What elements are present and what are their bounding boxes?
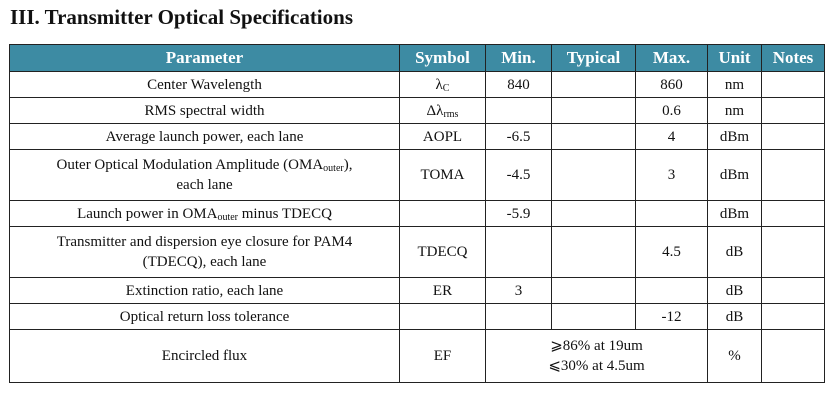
- typical-cell: [552, 201, 636, 227]
- parameter-text: Transmitter and dispersion eye closure for PAM4: [56, 234, 353, 250]
- symbol-subscript: rms: [443, 108, 459, 120]
- typical-cell: [552, 227, 636, 278]
- min-cell: -5.9: [486, 201, 552, 227]
- parameter-cell: Optical return loss tolerance: [10, 304, 400, 330]
- symbol-cell: TOMA: [400, 150, 486, 201]
- symbol-main: λ: [435, 76, 443, 93]
- symbol-cell: [400, 72, 486, 98]
- table-row: [10, 150, 825, 201]
- unit-cell: dBm: [708, 201, 762, 227]
- table-row: [10, 98, 825, 124]
- parameter-text: Outer Optical Modulation Amplitude (OMA: [56, 157, 324, 173]
- typical-cell: [552, 278, 636, 304]
- min-cell: [486, 304, 552, 330]
- col-header-symbol: Symbol: [400, 45, 486, 72]
- parameter-cell: RMS spectral width: [10, 98, 400, 124]
- max-cell: [636, 278, 708, 304]
- parameter-cell: [10, 227, 400, 278]
- notes-cell: [762, 330, 825, 383]
- symbol-main: Δλ: [426, 102, 444, 119]
- notes-cell: [762, 150, 825, 201]
- table-row: [10, 330, 825, 383]
- spec-table: [9, 44, 825, 383]
- min-cell: [486, 98, 552, 124]
- parameter-cell: [10, 150, 400, 201]
- parameter-text: Launch power in OMA: [77, 205, 218, 222]
- parameter-subscript: outer: [323, 163, 344, 174]
- typical-cell: [552, 124, 636, 150]
- col-header-notes: Notes: [762, 45, 825, 72]
- max-cell: 860: [636, 72, 708, 98]
- table-row: [10, 278, 825, 304]
- notes-cell: [762, 227, 825, 278]
- parameter-text-suffix: minus TDECQ: [238, 205, 332, 222]
- typical-cell: [552, 304, 636, 330]
- unit-cell: dBm: [708, 150, 762, 201]
- symbol-cell: EF: [400, 330, 486, 383]
- table-row: [10, 72, 825, 98]
- max-cell: 3: [636, 150, 708, 201]
- table-row: [10, 201, 825, 227]
- notes-cell: [762, 304, 825, 330]
- header-row: [10, 45, 825, 72]
- unit-cell: dB: [708, 304, 762, 330]
- typical-cell: [552, 72, 636, 98]
- col-header-typical: Typical: [552, 45, 636, 72]
- symbol-cell: TDECQ: [400, 227, 486, 278]
- min-cell: [486, 227, 552, 278]
- col-header-min: Min.: [486, 45, 552, 72]
- value-line-2: ⩽30% at 4.5um: [548, 358, 645, 374]
- max-cell: [636, 201, 708, 227]
- unit-cell: dB: [708, 278, 762, 304]
- parameter-text-line2: each lane: [176, 177, 233, 193]
- col-header-parameter: Parameter: [10, 45, 400, 72]
- notes-cell: [762, 124, 825, 150]
- max-cell: -12: [636, 304, 708, 330]
- symbol-cell: AOPL: [400, 124, 486, 150]
- unit-cell: nm: [708, 98, 762, 124]
- encircled-flux-values-cell: [486, 330, 708, 383]
- parameter-cell: Center Wavelength: [10, 72, 400, 98]
- unit-cell: %: [708, 330, 762, 383]
- max-cell: 4: [636, 124, 708, 150]
- table-row: [10, 124, 825, 150]
- unit-cell: dB: [708, 227, 762, 278]
- min-cell: -4.5: [486, 150, 552, 201]
- parameter-text-line2: (TDECQ), each lane: [142, 254, 267, 270]
- parameter-subscript: outer: [217, 211, 239, 223]
- typical-cell: [552, 150, 636, 201]
- unit-cell: nm: [708, 72, 762, 98]
- col-header-unit: Unit: [708, 45, 762, 72]
- parameter-cell: Extinction ratio, each lane: [10, 278, 400, 304]
- parameter-cell: Average launch power, each lane: [10, 124, 400, 150]
- max-cell: 4.5: [636, 227, 708, 278]
- table-row: [10, 304, 825, 330]
- symbol-cell: [400, 201, 486, 227]
- value-line-1: ⩾86% at 19um: [550, 338, 643, 354]
- col-header-max: Max.: [636, 45, 708, 72]
- parameter-cell: [10, 201, 400, 227]
- table-row: [10, 227, 825, 278]
- min-cell: 840: [486, 72, 552, 98]
- symbol-cell: [400, 98, 486, 124]
- min-cell: -6.5: [486, 124, 552, 150]
- symbol-subscript: C: [442, 82, 450, 94]
- symbol-cell: ER: [400, 278, 486, 304]
- symbol-cell: [400, 304, 486, 330]
- section-heading: III. Transmitter Optical Specifications: [10, 5, 353, 29]
- notes-cell: [762, 72, 825, 98]
- notes-cell: [762, 98, 825, 124]
- notes-cell: [762, 278, 825, 304]
- unit-cell: dBm: [708, 124, 762, 150]
- typical-cell: [552, 98, 636, 124]
- notes-cell: [762, 201, 825, 227]
- max-cell: 0.6: [636, 98, 708, 124]
- parameter-text-suffix: ),: [343, 157, 353, 173]
- parameter-cell: Encircled flux: [10, 330, 400, 383]
- min-cell: 3: [486, 278, 552, 304]
